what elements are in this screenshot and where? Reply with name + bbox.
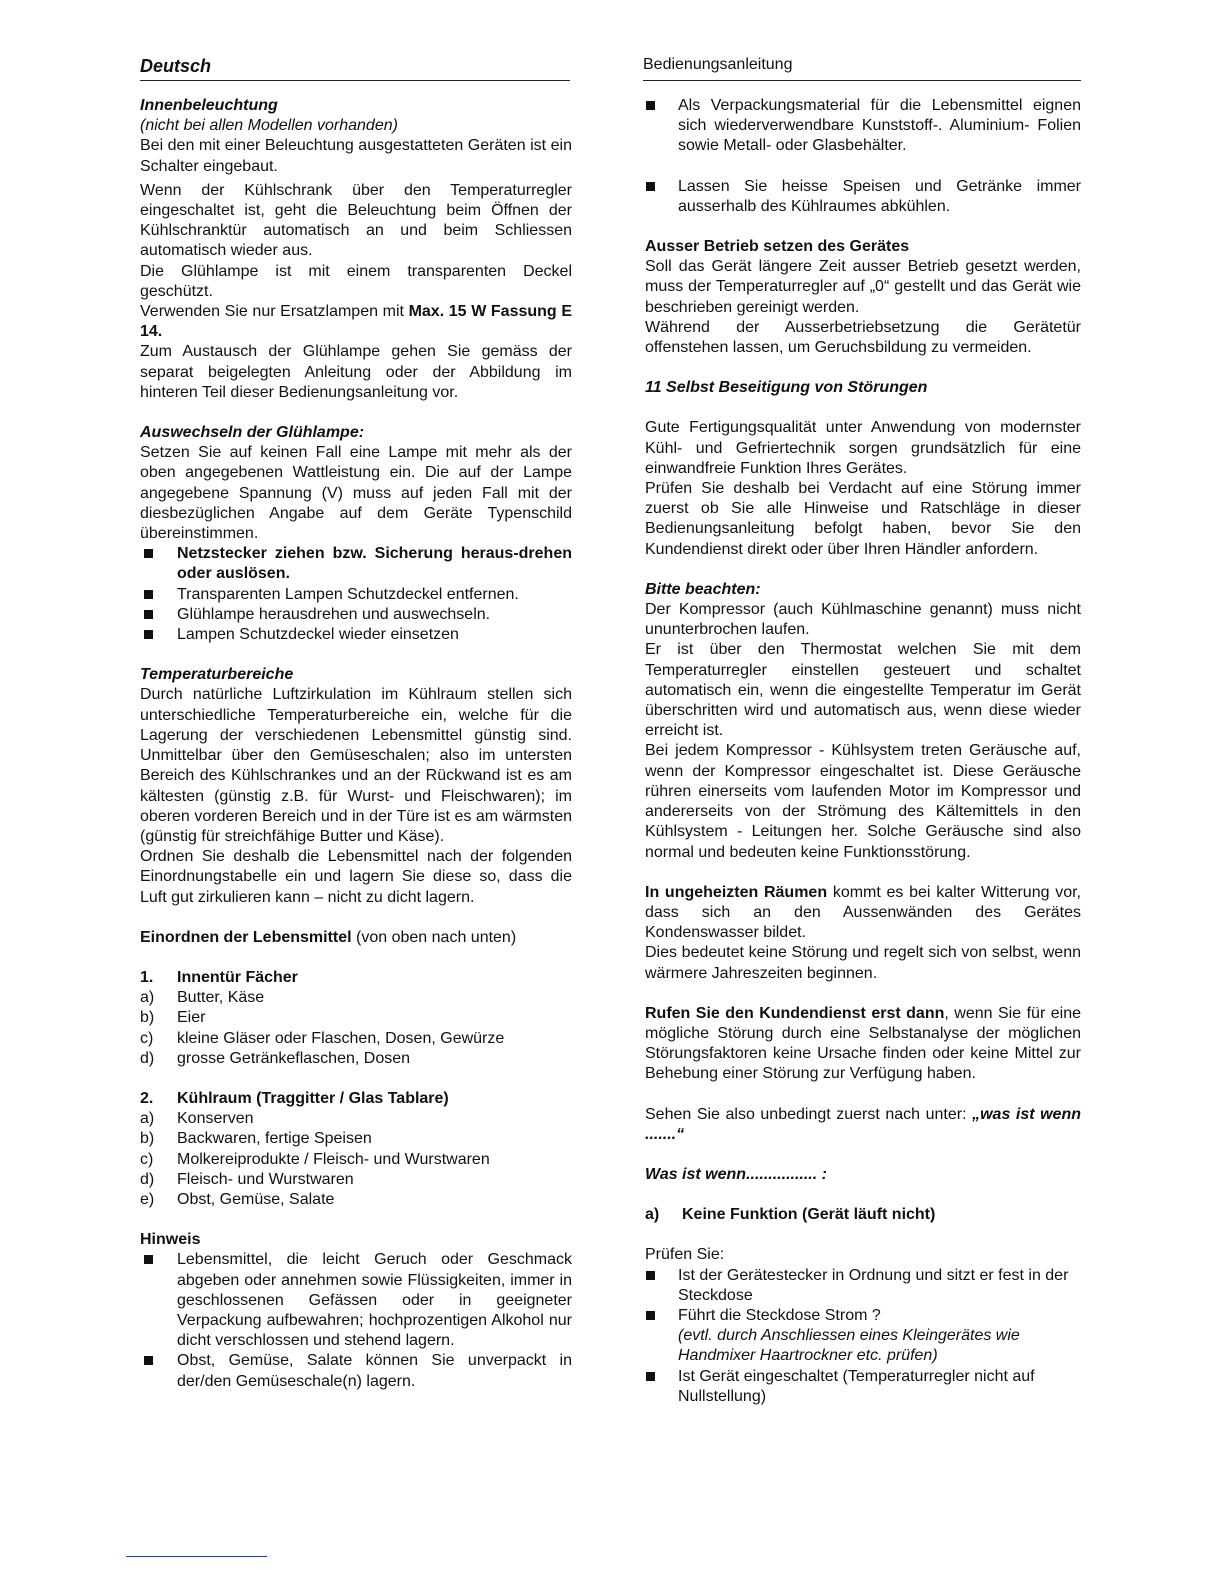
list-item: Als Verpackungsmaterial für die Lebensmittel eignen sich wiederverwendbare Kunststoff-. Aluminium- Folien sowie Metall- oder Glasbehälter. bbox=[645, 96, 1081, 157]
list-item: Glühlampe herausdrehen und auswechseln. bbox=[140, 605, 572, 625]
light-paragraph-5: Zum Austausch der Glühlampe gehen Sie gemäss der separat beigelegten Anleitung oder der Abbildung im hinteren Teil dieser Bedienungsanleitung vor. bbox=[140, 343, 572, 401]
temperature-paragraph-2: Ordnen Sie deshalb die Lebensmittel nach der folgenden Einordnungstabelle ein und lagern Sie diese so, dass die Luft gut zirkulieren kann – nicht zu dicht lagern. bbox=[140, 848, 572, 906]
list-item: b) Eier bbox=[140, 1009, 206, 1027]
list-item: Ist der Gerätestecker in Ordnung und sitzt er fest in der Steckdose bbox=[645, 1266, 1081, 1306]
list-item: Transparenten Lampen Schutzdeckel entfernen. bbox=[140, 585, 572, 605]
out-of-service-paragraph-2: Während der Ausserbetriebsetzung die Gerätetür offenstehen lassen, um Geruchsbildung zu vermeiden. bbox=[645, 318, 1081, 357]
light-paragraph-1: Bei den mit einer Beleuchtung ausgestatteten Geräten ist ein Schalter eingebaut. bbox=[140, 137, 572, 175]
list-item: e) Obst, Gemüse, Salate bbox=[140, 1190, 335, 1208]
whatif-title: Was ist wenn................ : bbox=[645, 1165, 827, 1183]
sorting-title: Einordnen der Lebensmittel (von oben nach unten) bbox=[140, 928, 517, 946]
list-item: Lebensmittel, die leicht Geruch oder Geschmack abgeben oder annehmen sowie Flüssigkeiten, immer in geschlossenen Gefässen oder in geeigneter Verpackung aufbewahren; hochprozentigen Alkohol nur dicht verschlossen und stehend lagern. bbox=[140, 1250, 572, 1351]
unheated-paragraph-2: Dies bedeutet keine Störung und regelt sich von selbst, wenn wärmere Jahreszeiten beginnen. bbox=[645, 944, 1081, 982]
lamp-spec: Max. 15 W Fassung E 14. bbox=[140, 303, 572, 341]
list-item: Netzstecker ziehen bzw. Sicherung heraus-drehen oder auslösen. bbox=[140, 544, 572, 584]
list-item: c) Molkereiprodukte / Fleisch- und Wurstwaren bbox=[140, 1150, 490, 1168]
light-note: (nicht bei allen Modellen vorhanden) bbox=[140, 117, 398, 135]
list-item: Führt die Steckdose Strom ? (evtl. durch Anschliessen eines Kleingerätes wie Handmixer Haartrockner etc. prüfen) bbox=[645, 1306, 1081, 1367]
list-item: Obst, Gemüse, Salate können Sie unverpackt in der/den Gemüseschale(n) lagern. bbox=[140, 1351, 572, 1391]
list-item: d) Fleisch- und Wurstwaren bbox=[140, 1170, 354, 1188]
troubleshoot-paragraph-2: Prüfen Sie deshalb bei Verdacht auf eine Störung immer zuerst ob Sie alle Hinweise und Ratschläge in dieser Bedienungsanleitung befolgt haben, bevor Sie den Kundendienst direkt oder über Ihren Händler anfordern. bbox=[645, 480, 1081, 558]
language-label: Deutsch bbox=[140, 56, 212, 76]
service-paragraph: Rufen Sie den Kundendienst erst dann, wenn Sie für eine mögliche Störung durch eine Selbstanalyse der möglichen Störungsfaktoren keine Ursache finden oder keine Mittel zur Behebung einer Störung zur Verfügung haben. bbox=[645, 1004, 1081, 1083]
document-title: Bedienungsanleitung bbox=[643, 56, 793, 73]
section-title-temperature: Temperaturbereiche bbox=[140, 666, 294, 684]
list-item: a) Konserven bbox=[140, 1110, 254, 1128]
header-right bbox=[643, 54, 1081, 81]
list-item: Lampen Schutzdeckel wieder einsetzen bbox=[140, 625, 572, 645]
right-column bbox=[645, 96, 1081, 1407]
section-title-troubleshooting: 11 Selbst Beseitigung von Störungen bbox=[645, 379, 928, 397]
notice-title: Bitte beachten: bbox=[645, 580, 761, 598]
left-column bbox=[140, 96, 572, 1392]
light-paragraph-2: Wenn der Kühlschrank über den Temperaturregler eingeschaltet ist, geht die Beleuchtung beim Öffnen der Kühlschranktür automatisch an und beim Schliessen automatisch wieder aus. bbox=[140, 181, 572, 260]
light-paragraph-3: Die Glühlampe ist mit einem transparenten Deckel geschützt. bbox=[140, 262, 572, 300]
list-item: d) grosse Getränkeflaschen, Dosen bbox=[140, 1049, 411, 1067]
troubleshoot-paragraph-1: Gute Fertigungsqualität unter Anwendung von modernster Kühl- und Gefriertechnik sorgen grundsätzlich für eine einwandfreie Funktion Ihres Gerätes. bbox=[645, 419, 1081, 477]
notice-paragraph-1: Der Kompressor (auch Kühlmaschine genannt) muss nicht ununterbrochen laufen. bbox=[645, 601, 1081, 639]
light-paragraph-4: Verwenden Sie nur Ersatzlampen mit Max. 15 W Fassung E 14. bbox=[140, 303, 572, 341]
footer-line bbox=[126, 1556, 267, 1557]
group-heading: 1. Innentür Fächer bbox=[140, 968, 298, 986]
temperature-paragraph-1: Durch natürliche Luftzirkulation im Kühlraum stellen sich unterschiedliche Temperaturbereiche ein, welche für die Lagerung der verschiedenen Lebensmittel günstig sind. Unmittelbar über den Gemüseschalen; also im untersten Bereich des Kühlschrankes und an der Rückwand ist es am kältesten (günstig z.B. für Wurst- und Fleischwaren); im oberen vorderen Bereich und in der Türe ist es am wärmsten (günstig für streichfähige Butter und Käse). bbox=[140, 686, 572, 845]
unheated-paragraph: In ungeheizten Räumen kommt es bei kalter Witterung vor, dass sich an den Aussenwänden des Gerätes Kondenswasser bildet. bbox=[645, 883, 1081, 942]
replace-paragraph: Setzen Sie auf keinen Fall eine Lampe mit mehr als der oben angegebenen Wattleistung ein. Die auf der Lampe angegebene Spannung (V) muss auf jeden Fall mit der diesbezüglichen Angabe auf dem Geräte Typenschild übereinstimmen. bbox=[140, 444, 572, 543]
group-heading: 2. Kühlraum (Traggitter / Glas Tablare) bbox=[140, 1089, 449, 1107]
list-item: a) Butter, Käse bbox=[140, 989, 265, 1007]
list-item: Lassen Sie heisse Speisen und Getränke immer ausserhalb des Kühlraumes abkühlen. bbox=[645, 177, 1081, 217]
see-reference: Sehen Sie also unbedingt zuerst nach unter: „was ist wenn .......“ bbox=[645, 1105, 1082, 1143]
section-title-out-of-service: Ausser Betrieb setzen des Gerätes bbox=[645, 238, 910, 256]
notice-paragraph-2: Er ist über den Thermostat welchen Sie mit dem Temperaturregler einstellen gesteuert und schaltet automatisch ein, wenn die eingestellte Temperatur im Gerät überschritten wird und automatisch aus, wenn diese wieder erreicht ist. bbox=[645, 641, 1081, 740]
list-item: Ist Gerät eingeschaltet (Temperaturregler nicht auf Nullstellung) bbox=[645, 1367, 1081, 1407]
notice-paragraph-3: Bei jedem Kompressor - Kühlsystem treten Geräusche auf, wenn der Kompressor eingeschaltet ist. Diese Geräusche rühren einerseits vom laufenden Motor im Kompressor und andererseits von der Strömung des Kältemittels in den Kühlsystem - Leitungen her. Solche Geräusche sind also normal und bedeuten keine Funktionsstörung. bbox=[645, 742, 1081, 861]
out-of-service-paragraph-1: Soll das Gerät längere Zeit ausser Betrieb gesetzt werden, muss der Temperaturregler auf „0“ gestellt und das Gerät wie beschrieben gereinigt werden. bbox=[645, 258, 1081, 316]
header-left bbox=[140, 54, 570, 81]
list-item: b) Backwaren, fertige Speisen bbox=[140, 1130, 372, 1148]
check-label: Prüfen Sie: bbox=[645, 1246, 725, 1264]
section-title-light: Innenbeleuchtung bbox=[140, 97, 278, 114]
list-item: c) kleine Gläser oder Flaschen, Dosen, Gewürze bbox=[140, 1029, 505, 1047]
case-heading: a) Keine Funktion (Gerät läuft nicht) bbox=[645, 1206, 936, 1224]
hint-title: Hinweis bbox=[140, 1231, 201, 1249]
section-title-replace: Auswechseln der Glühlampe: bbox=[140, 424, 365, 442]
